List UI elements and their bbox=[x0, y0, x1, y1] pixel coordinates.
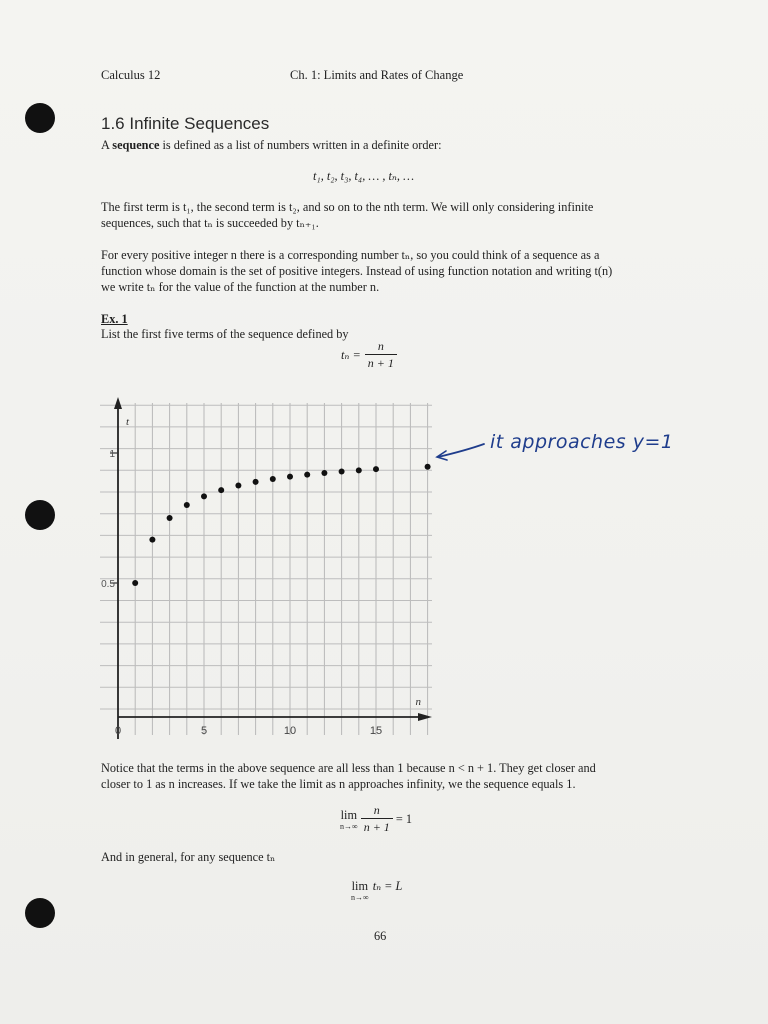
x-tick-label: 15 bbox=[369, 725, 383, 737]
x-axis-arrow bbox=[418, 713, 432, 721]
y-axis-label: t bbox=[126, 416, 130, 428]
data-point bbox=[132, 580, 138, 586]
data-point bbox=[235, 483, 241, 489]
notice-paragraph-line2: closer to 1 as n increases. If we take the limit as n approaches infinity, we the sequence equals 1. bbox=[101, 777, 576, 791]
definition-paragraph: A sequence is defined as a list of numbers written in a definite order: bbox=[101, 138, 442, 152]
data-point bbox=[373, 466, 379, 472]
example-formula: tₙ = $\frac{n}{n + 1}$ bbox=[341, 338, 397, 371]
page-number: 66 bbox=[374, 929, 387, 943]
data-point bbox=[287, 474, 293, 480]
data-point bbox=[201, 493, 207, 499]
data-point bbox=[270, 476, 276, 482]
data-point bbox=[218, 487, 224, 493]
data-point bbox=[304, 472, 310, 478]
function-paragraph-line1: For every positive integer n there is a corresponding number tₙ, so you could think of a sequence as a bbox=[101, 248, 600, 262]
first-term-paragraph-line2: sequences, such that tₙ is succeeded by tₙ₊₁. bbox=[101, 216, 319, 230]
handwritten-annotation: it approaches y=1 bbox=[490, 431, 674, 453]
annotation-arrow bbox=[438, 444, 484, 457]
terms-display: t₁, t₂, t₃, t₄, … , tₙ, … bbox=[313, 169, 414, 183]
data-point bbox=[167, 515, 173, 521]
y-axis-arrow bbox=[114, 397, 122, 409]
limit-equation: lim n→∞ $\frac{n}{n + 1}$ = 1 bbox=[340, 803, 412, 834]
data-point bbox=[321, 470, 327, 476]
notice-paragraph-line1: Notice that the terms in the above sequence are all less than 1 because n < n + 1. They get closer and bbox=[101, 761, 596, 775]
data-point bbox=[184, 502, 190, 508]
data-point bbox=[425, 464, 431, 470]
data-point bbox=[149, 537, 155, 543]
binder-hole-top bbox=[25, 103, 55, 133]
first-term-paragraph-line1: The first term is t₁, the second term is t₂, and so on to the nth term. We will only considering infinite bbox=[101, 200, 594, 214]
function-paragraph-line3: we write tₙ for the value of the function at the number n. bbox=[101, 280, 380, 294]
chapter-title: Ch. 1: Limits and Rates of Change bbox=[290, 68, 464, 82]
data-point bbox=[356, 467, 362, 473]
y-tick-label: 0.5 bbox=[101, 579, 115, 590]
x-tick-label: 10 bbox=[283, 725, 297, 737]
x-axis-label: n bbox=[415, 696, 422, 708]
data-point bbox=[253, 479, 259, 485]
data-point bbox=[339, 468, 345, 474]
x-tick-label: 0 bbox=[114, 725, 122, 737]
general-sequence-text: And in general, for any sequence tₙ bbox=[101, 850, 276, 864]
course-name: Calculus 12 bbox=[101, 68, 161, 82]
general-limit-equation: lim n→∞ tₙ = L bbox=[351, 879, 403, 902]
function-paragraph-line2: function whose domain is the set of positive integers. Instead of using function notation and writing t(n) bbox=[101, 264, 613, 278]
section-title: 1.6 Infinite Sequences bbox=[101, 114, 270, 133]
example-label: Ex. 1 bbox=[101, 312, 128, 326]
x-tick-label: 5 bbox=[200, 725, 208, 737]
y-tick-label: 1 bbox=[109, 449, 115, 460]
example-prompt: List the first five terms of the sequence defined by bbox=[101, 327, 349, 341]
binder-hole-bottom bbox=[25, 898, 55, 928]
